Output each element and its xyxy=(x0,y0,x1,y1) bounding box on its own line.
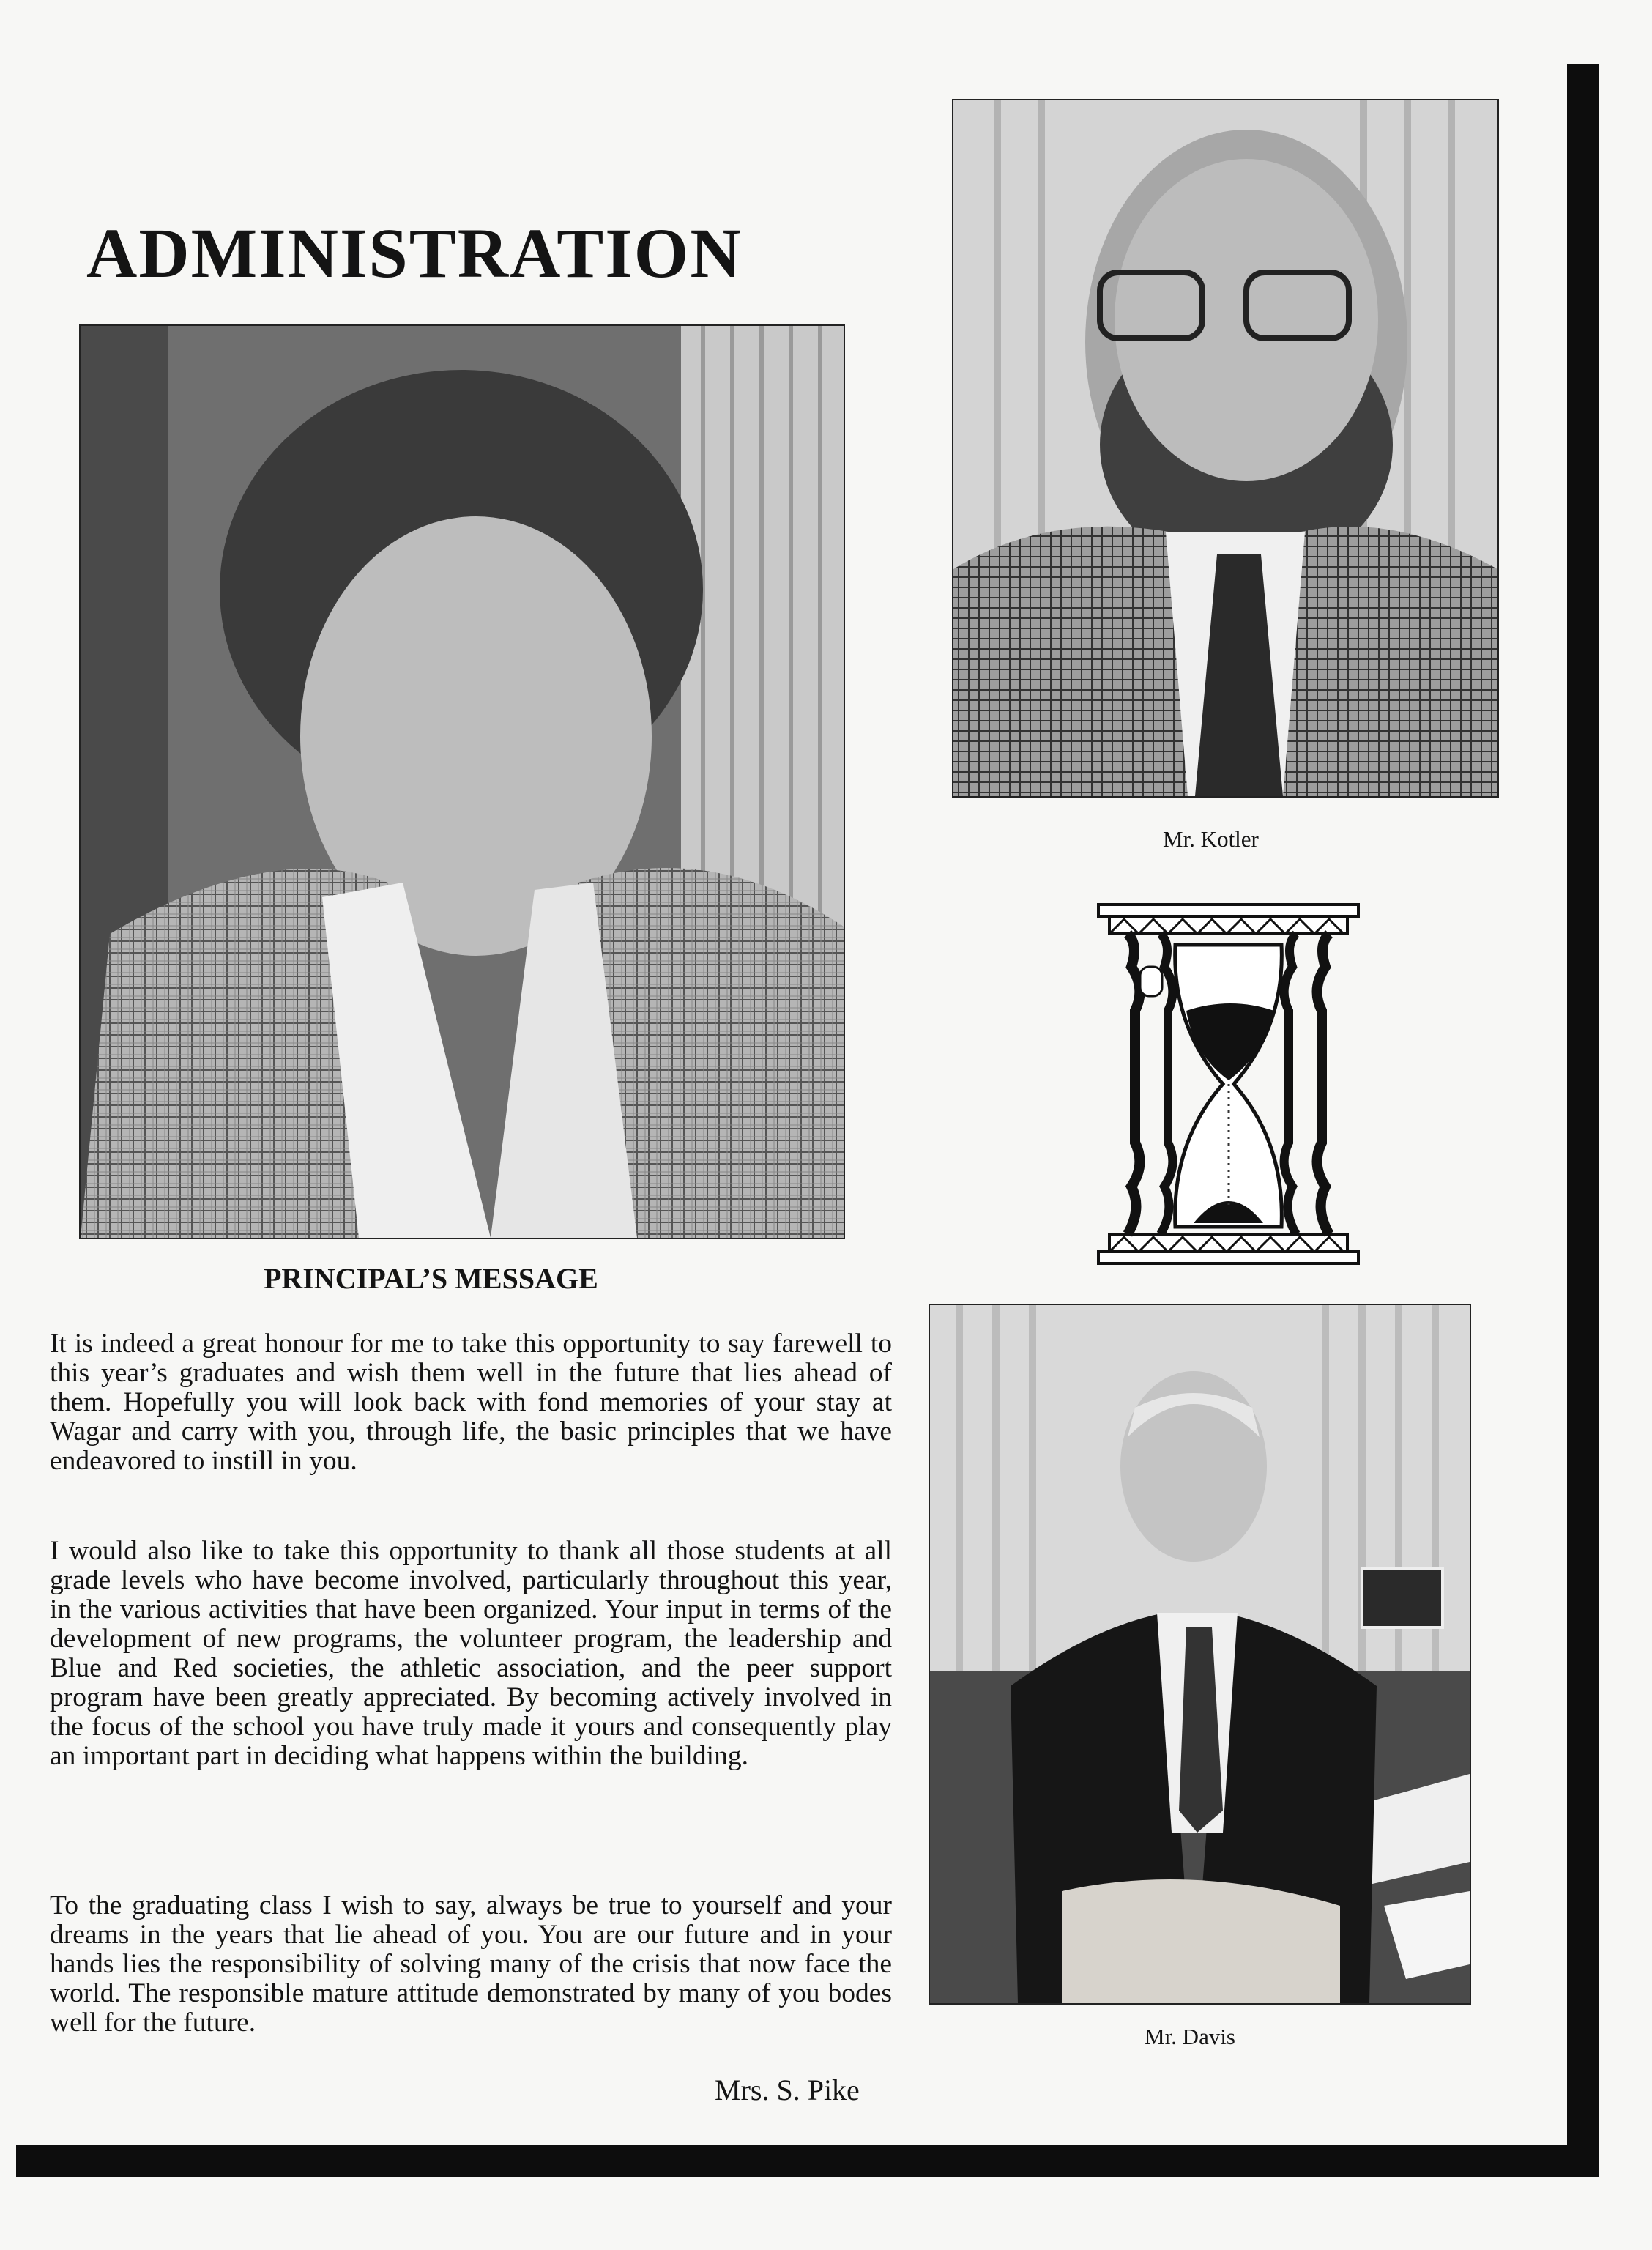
principal-photo xyxy=(79,324,845,1239)
message-paragraph-1: It is indeed a great honour for me to take this opportunity to say farewell to this year’s graduates and wish them well in the future that lies ahead of them. Hopefully you will look back with fond memories of your stay at Wagar and carry with you, through life, the basic principles that we have endeavored to instill in you. xyxy=(50,1329,892,1476)
page-title: ADMINISTRATION xyxy=(86,214,743,292)
kotler-photo xyxy=(952,99,1499,798)
message-paragraph-2: I would also like to take this opportunity to thank all those students at all grade levels who have become involved, particularly throughout this year, in the various activities that have been organized. Your input in terms of the development of new programs, the volunteer program, the leadership and Blue and Red societies, the athletic association, and the peer support program have been greatly appreciated. By becoming actively involved in the focus of the school you have truly made it yours and consequently play an important part in deciding what happens within the building. xyxy=(50,1536,892,1771)
message-paragraph-3: To the graduating class I wish to say, always be true to yourself and your dreams in the years that lie ahead of you. You are our future and in your hands lies the responsibility of solving many of the crisis that now face the world. The responsible mature attitude demonstrated by many of you bodes well for the future. xyxy=(50,1890,892,2038)
page-border-bottom xyxy=(16,2145,1599,2177)
hourglass-icon xyxy=(1095,901,1362,1267)
message-signature: Mrs. S. Pike xyxy=(715,2073,860,2106)
message-heading: PRINCIPAL’S MESSAGE xyxy=(264,1262,598,1295)
page-border-right xyxy=(1567,64,1599,2174)
davis-caption: Mr. Davis xyxy=(1145,2024,1235,2049)
davis-photo xyxy=(929,1304,1471,2005)
kotler-caption: Mr. Kotler xyxy=(1163,826,1259,852)
